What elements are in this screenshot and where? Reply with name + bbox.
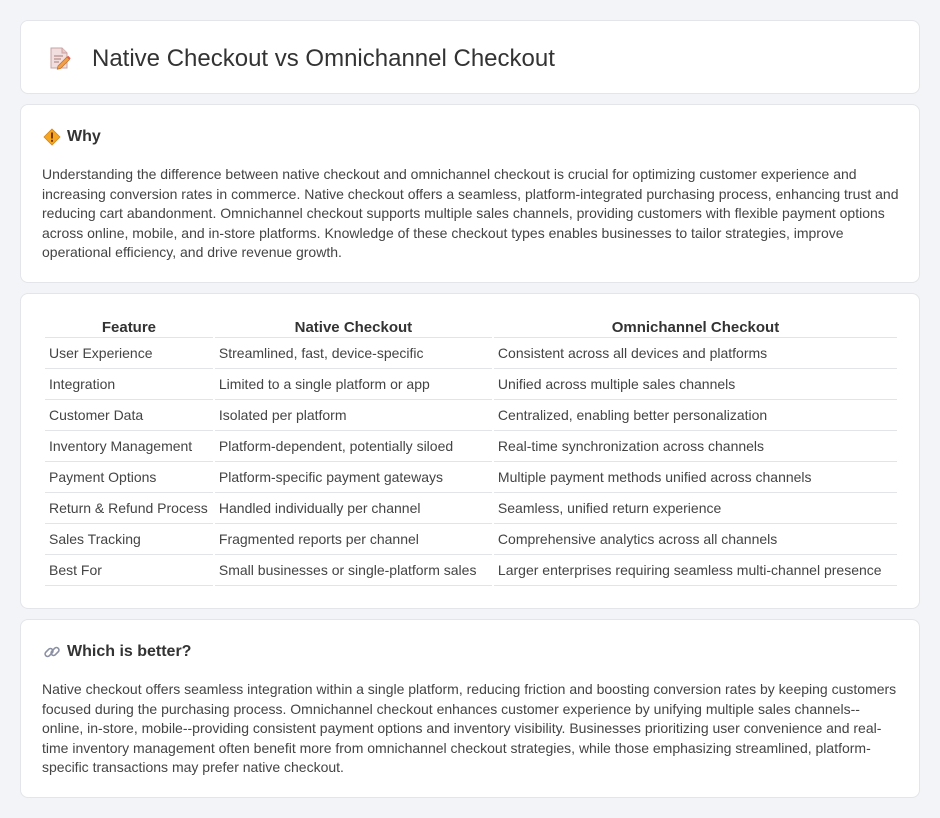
row-feature: Payment Options [45,462,213,493]
row-omnichannel: Consistent across all devices and platforms [494,338,897,369]
comparison-table [43,316,899,586]
row-native: Platform-dependent, potentially siloed [215,431,492,462]
why-section [20,104,920,283]
row-feature: Return & Refund Process [45,493,213,524]
better-title: Which is better? [67,643,192,660]
table-row [45,400,897,431]
row-native: Platform-specific payment gateways [215,462,492,493]
table-row [45,462,897,493]
row-native: Small businesses or single-platform sales [215,555,492,586]
title-card [20,20,920,94]
header-feature: Feature [45,316,213,338]
diamond-warning-icon [43,128,61,146]
row-omnichannel: Comprehensive analytics across all channels [494,524,897,555]
row-omnichannel: Multiple payment methods unified across channels [494,462,897,493]
row-omnichannel: Unified across multiple sales channels [494,369,897,400]
table-row [45,431,897,462]
better-heading [43,642,191,662]
table-row [45,555,897,586]
row-omnichannel: Real-time synchronization across channels [494,431,897,462]
header-native: Native Checkout [215,316,492,338]
better-body: Native checkout offers seamless integration within a single platform, reducing friction and boosting conversion rates by keeping customers focused during the purchasing process. Omnichannel checkout enhances customer experience by unifying multiple sales channels--online, in-store, mobile--providing consistent payment options and inventory visibility. Businesses prioritizing user convenience and real-time inventory management often benefit more from omnichannel checkout strategies, while those emphasizing streamlined, platform-specific transactions may prefer native checkout. [42,681,897,775]
link-icon [43,643,61,661]
row-omnichannel: Larger enterprises requiring seamless multi-channel presence [494,555,897,586]
row-omnichannel: Seamless, unified return experience [494,493,897,524]
row-native: Isolated per platform [215,400,492,431]
row-native: Fragmented reports per channel [215,524,492,555]
which-is-better-section [20,619,920,798]
comparison-card [20,293,920,609]
table-row [45,524,897,555]
table-row [45,369,897,400]
row-feature: Sales Tracking [45,524,213,555]
row-feature: Integration [45,369,213,400]
why-body: Understanding the difference between native checkout and omnichannel checkout is crucial for optimizing customer experience and increasing conversion rates in commerce. Native checkout offers a seamless, platform-integrated purchasing process, enhancing trust and reducing cart abandonment. Omnichannel checkout supports multiple sales channels, providing customers with flexible payment options across online, mobile, and in-store platforms. Knowledge of these checkout types enables businesses to tailor strategies, improve operational efficiency, and drive revenue growth. [42,166,899,260]
row-native: Handled individually per channel [215,493,492,524]
why-heading [43,127,101,147]
row-omnichannel: Centralized, enabling better personalization [494,400,897,431]
row-feature: Inventory Management [45,431,213,462]
row-native: Limited to a single platform or app [215,369,492,400]
table-row [45,338,897,369]
row-feature: Best For [45,555,213,586]
header-omnichannel: Omnichannel Checkout [494,316,897,338]
row-feature: User Experience [45,338,213,369]
row-feature: Customer Data [45,400,213,431]
table-row [45,493,897,524]
row-native: Streamlined, fast, device-specific [215,338,492,369]
document-edit-icon [46,45,72,71]
why-title: Why [67,128,101,145]
page-title: Native Checkout vs Omnichannel Checkout [92,45,555,72]
table-header-row [45,316,897,338]
